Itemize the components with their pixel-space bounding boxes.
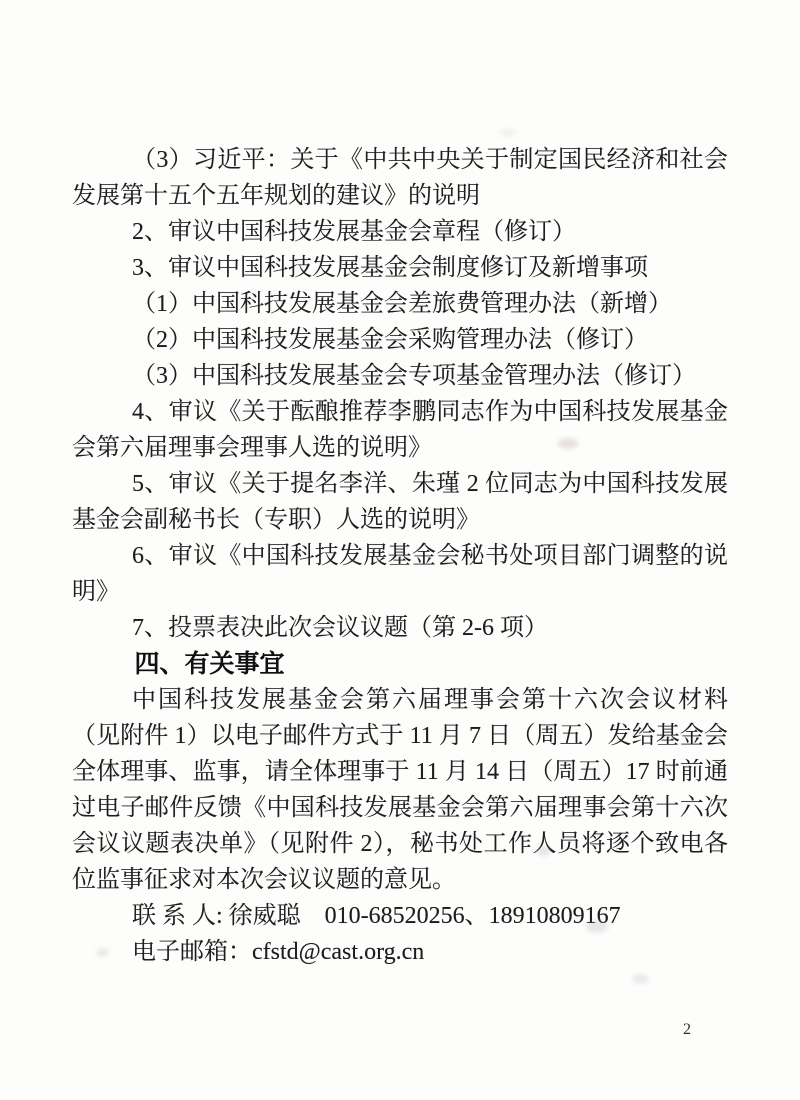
scan-noise-speckle (500, 128, 516, 137)
agenda-item: 5、审议《关于提名李洋、朱瑾 2 位同志为中国科技发展基金会副秘书长（专职）人选的说明》 (72, 471, 728, 533)
agenda-item: （3）习近平：关于《中共中央关于制定国民经济和社会发展第十五个五年规划的建议》的说明 (72, 147, 728, 209)
agenda-item: 6、审议《中国科技发展基金会秘书处项目部门调整的说明》 (72, 543, 728, 605)
agenda-item: （1）中国科技发展基金会差旅费管理办法（新增） (132, 291, 672, 317)
email-line: 电子邮箱：cfstd@cast.org.cn (132, 939, 425, 965)
contact-person-line: 联 系 人: 徐威聪 010-68520256、18910809167 (132, 903, 621, 929)
agenda-item: （2）中国科技发展基金会采购管理办法（修订） (132, 327, 648, 353)
agenda-item: 2、审议中国科技发展基金会章程（修订） (132, 219, 576, 245)
agenda-item: 4、审议《关于酝酿推荐李鹏同志作为中国科技发展基金会第六届理事会理事人选的说明》 (72, 399, 728, 461)
document-body (72, 142, 728, 970)
scan-noise-speckle (632, 974, 649, 984)
agenda-item: 7、投票表决此次会议议题（第 2-6 项） (132, 615, 548, 641)
agenda-item: 3、审议中国科技发展基金会制度修订及新增事项 (132, 255, 648, 281)
body-paragraph: 中国科技发展基金会第六届理事会第十六次会议材料（见附件 1）以电子邮件方式于 11 月 7 日（周五）发给基金会全体理事、监事，请全体理事于 11 月 14 日（周五）17 时前通过电子邮件反馈《中国科技发展基金会第六届理事会第十六次会议议题表决单》（见附件 2），秘书处工作人员将逐个致电各位监事征求对本次会议议题的意见。 (72, 687, 728, 893)
agenda-item: （3）中国科技发展基金会专项基金管理办法（修订） (132, 363, 696, 389)
page-number: 2 (683, 1021, 691, 1038)
section-heading: 四、有关事宜 (134, 650, 285, 678)
